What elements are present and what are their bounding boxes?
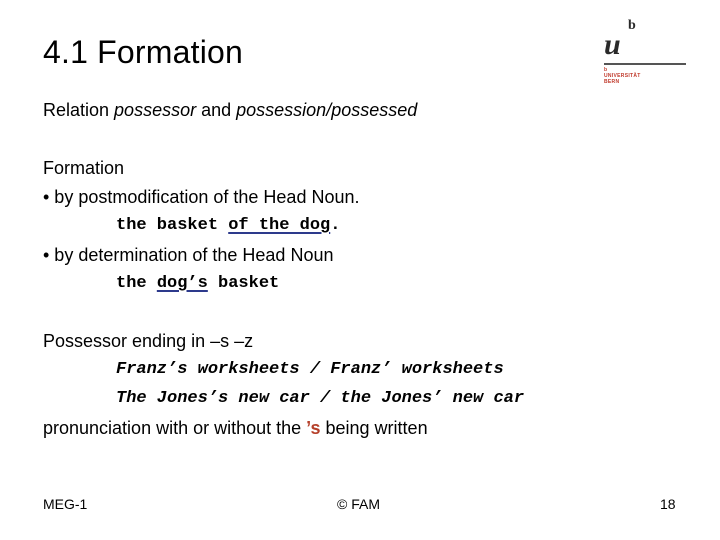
footer-author: © FAM <box>337 496 380 512</box>
subtitle-part-1: Relation <box>43 100 115 120</box>
page-title: 4.1 Formation <box>43 34 244 70</box>
logo-small-b: b <box>604 67 608 73</box>
example1-underlined: of the dog <box>228 216 331 235</box>
example2-pre: the <box>116 274 157 293</box>
example2-underlined: dog’s <box>156 274 208 293</box>
logo-b-superscript: b <box>628 18 636 33</box>
bullet-determination: • by determination of the Head Noun <box>43 245 334 265</box>
logo-universitaet: UNIVERSITÄT <box>604 73 641 79</box>
pronunciation-line <box>43 418 428 439</box>
subtitle-possession: possession/possessed <box>236 100 418 120</box>
footer-course: MEG-1 <box>43 496 88 512</box>
possessor-heading: Possessor ending in –s –z <box>43 331 254 351</box>
logo-bern: BERN <box>604 79 620 85</box>
subtitle-possessor: possessor <box>114 100 197 120</box>
bullet-postmodification: • by postmodification of the Head Noun. <box>43 187 360 207</box>
pronunciation-post: being written <box>320 418 428 438</box>
example-jones: The Jones’s new car / the Jones’ new car <box>116 389 525 408</box>
example2-post: basket <box>207 274 280 293</box>
example1-pre: the basket <box>116 216 229 235</box>
subtitle-part-3: and <box>196 100 237 120</box>
pronunciation-mid: with or without the <box>156 418 307 438</box>
apostrophe-s: ’s <box>306 418 321 438</box>
logo-u-letter: u <box>604 28 621 61</box>
logo-divider <box>604 63 686 65</box>
example1-post: . <box>330 216 341 235</box>
example-franz: Franz’s worksheets / Franz’ worksheets <box>116 360 504 379</box>
subtitle-line <box>43 100 417 121</box>
formation-heading: Formation <box>43 158 125 178</box>
example-determination <box>116 274 279 293</box>
page-number: 18 <box>660 496 676 512</box>
pronunciation-pre: pronunciation <box>43 418 157 438</box>
example-postmodification <box>116 216 340 235</box>
